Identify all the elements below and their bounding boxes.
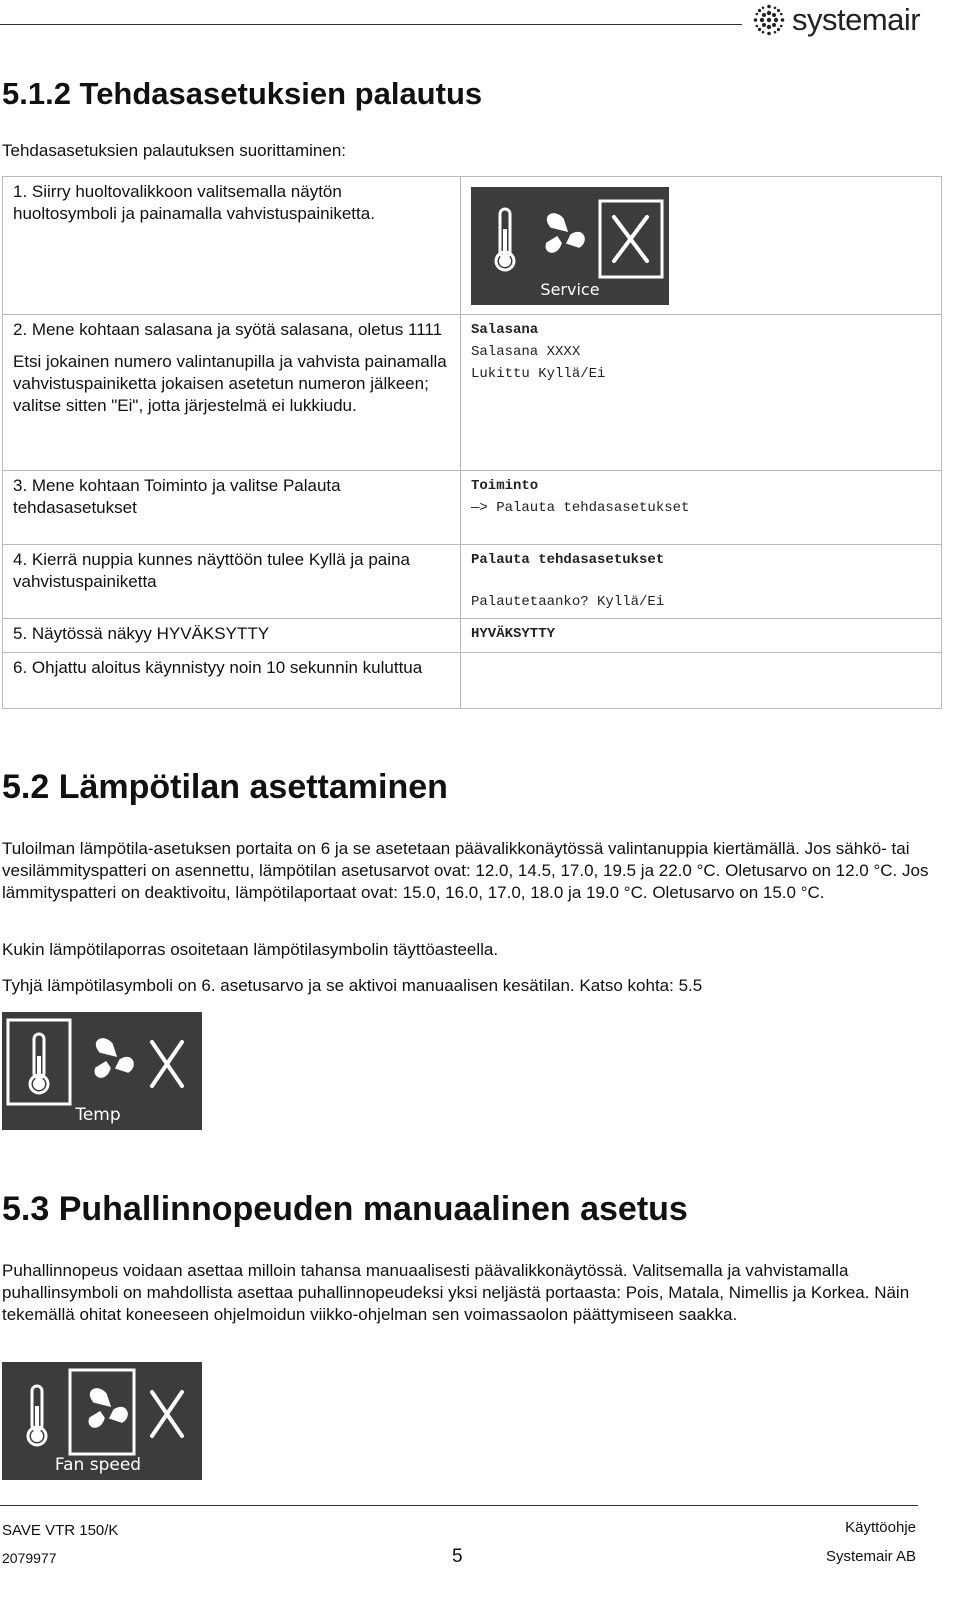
footer-doc-type: Käyttöohje [845, 1519, 916, 1536]
step-1-text: 1. Siirry huoltovalikkoon valitsemalla näytön huoltosymboli ja painamalla vahvistuspainiketta. [13, 182, 375, 223]
fan-speed-screen-label: Fan speed [54, 1455, 142, 1475]
table-row [3, 315, 942, 471]
section-52-paragraph-2: Kukin lämpötilaporras osoitetaan lämpötilasymbolin täyttöasteella. [2, 940, 499, 959]
temp-screen-icons [2, 1012, 202, 1130]
service-screen [471, 187, 669, 305]
screen-cell [461, 177, 942, 315]
screen-line: Lukittu Kyllä/Ei [471, 366, 606, 382]
step-4-text: 4. Kierrä nuppia kunnes näyttöön tulee Kyllä ja paina vahvistuspainiketta [13, 550, 410, 591]
fan-speed-screen-icons [2, 1362, 202, 1480]
footer-company: Systemair AB [825, 1548, 916, 1565]
footer-rule [0, 1505, 918, 1506]
service-screen-icons [471, 187, 669, 305]
table-row [3, 177, 942, 315]
screen-line: HYVÄKSYTTY [471, 626, 556, 642]
step-cell [3, 619, 461, 653]
step-cell [3, 471, 461, 545]
section-52-paragraph-1: Tuloilman lämpötila-asetuksen portaita on 6 ja se asetetaan päävalikkonäytössä valintanuppia kiertämällä. Jos sähkö- tai vesilämmityspatteri on asennettu, lämpötilan asetusarvot ovat: 12.0, 14.5, 17.0, 19.5 ja 22.0 °C. Oletusarvo on 12.0 °C. Jos lämmityspatteri on deaktivoitu, lämpötilaportaat ovat: 15.0, 16.0, 17.0, 18.0 ja 19.0 °C. Oletusarvo on 15.0 °C. [2, 839, 929, 902]
brand-name: systemair [792, 2, 921, 37]
step-cell [3, 315, 461, 471]
step-2-detail: Etsi jokainen numero valintanupilla ja vahvista painamalla vahvistuspainiketta jokaisen asetetun numeron jälkeen; valitse sitten "Ei", jotta järjestelmä ei lukkiudu. [13, 352, 447, 415]
screen-text [461, 619, 941, 649]
table-row [3, 619, 942, 653]
screen-cell [461, 315, 942, 471]
step-5-text: 5. Näytössä näkyy HYVÄKSYTTY [13, 624, 270, 643]
service-screen-label: Service [540, 280, 600, 299]
screen-line: —> Palauta tehdasasetukset [471, 500, 690, 516]
step-cell [3, 177, 461, 315]
table-row [3, 653, 942, 709]
table-row [3, 545, 942, 619]
section-title-512: 5.1.2 Tehdasasetuksien palautus [2, 76, 483, 111]
fan-speed-screen [2, 1362, 202, 1480]
section-intro-512: Tehdasasetuksien palautuksen suorittaminen: [2, 141, 346, 160]
step-cell [3, 653, 461, 709]
step-3-text: 3. Mene kohtaan Toiminto ja valitse Palauta tehdasasetukset [13, 476, 341, 517]
screen-line: Salasana XXXX [471, 344, 581, 360]
section-title-52: 5.2 Lämpötilan asettaminen [2, 768, 448, 806]
systemair-logo [752, 2, 920, 38]
temp-screen [2, 1012, 202, 1130]
screen-cell [461, 653, 942, 709]
screen-text [461, 315, 941, 389]
header-rule [0, 24, 742, 25]
screen-line: Palautetaanko? Kyllä/Ei [471, 594, 665, 610]
screen-line: Toiminto [471, 478, 539, 494]
restore-steps-table [2, 176, 942, 709]
footer-model: SAVE VTR 150/K [2, 1522, 119, 1539]
screen-line: Salasana [471, 322, 539, 338]
section-52-paragraph-3: Tyhjä lämpötilasymboli on 6. asetusarvo ja se aktivoi manuaalisen kesätilan. Katso kohta: 5.5 [2, 976, 703, 995]
step-2-text: 2. Mene kohtaan salasana ja syötä salasana, oletus 1111 [13, 320, 443, 339]
section-53-paragraph-1: Puhallinnopeus voidaan asettaa milloin tahansa manuaalisesti päävalikkonäytössä. Valitsemalla ja vahvistamalla puhallinsymboli on mahdollista asettaa puhallinnopeudeksi yksi neljästä portaasta: Pois, Matala, Nimellis ja Korkea. Näin tekemällä ohitat koneeseen ohjelmoidun viikko-ohjelman sen voimassaolon päättymiseen saakka. [2, 1261, 910, 1324]
footer-doc-number: 2079977 [2, 1550, 57, 1566]
page-number: 5 [452, 1546, 463, 1567]
table-row [3, 471, 942, 545]
screen-text [461, 545, 941, 617]
section-title-53: 5.3 Puhallinnopeuden manuaalinen asetus [2, 1190, 688, 1228]
screen-text [461, 471, 941, 523]
screen-cell [461, 619, 942, 653]
step-6-text: 6. Ohjattu aloitus käynnistyy noin 10 sekunnin kuluttua [13, 658, 423, 677]
screen-cell [461, 545, 942, 619]
temp-screen-label: Temp [75, 1105, 121, 1125]
screen-line: Palauta tehdasasetukset [471, 552, 665, 568]
screen-cell [461, 471, 942, 545]
systemair-logo-icon [752, 3, 786, 37]
step-cell [3, 545, 461, 619]
